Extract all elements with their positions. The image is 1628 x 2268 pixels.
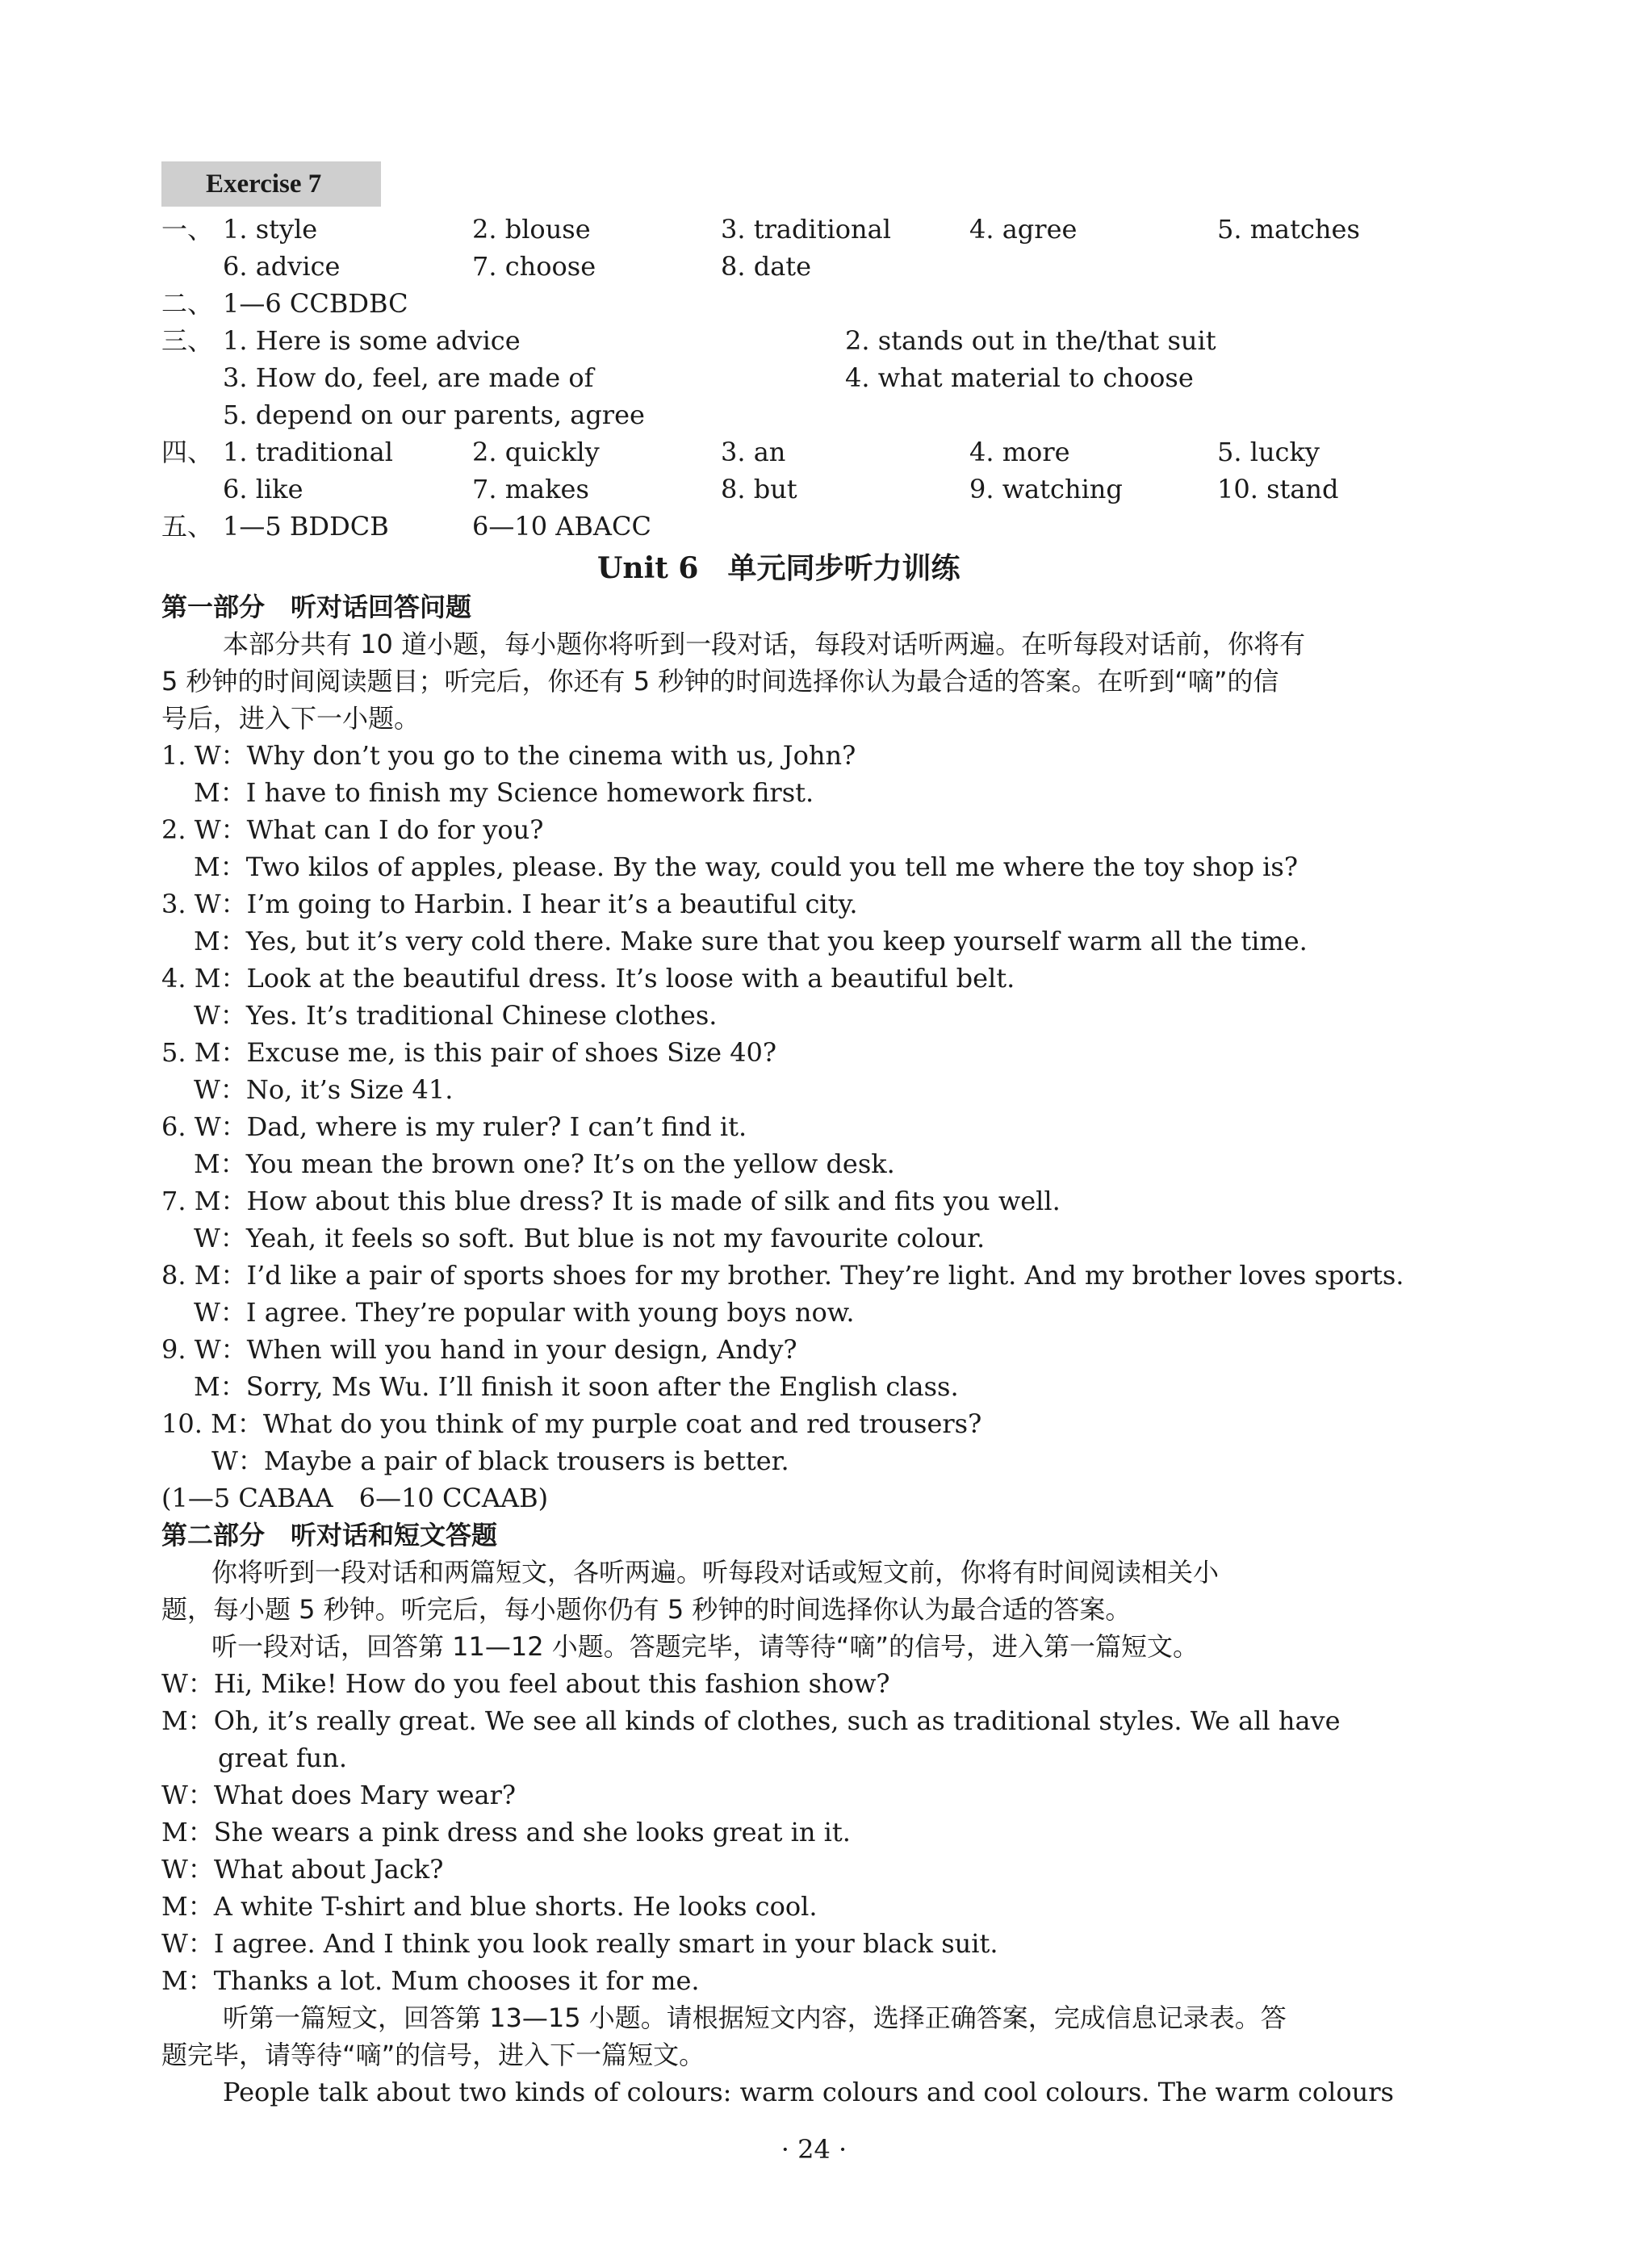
answer-item: 3. How do, feel, are made of xyxy=(223,362,594,393)
conversation-line: W：Hi, Mike! How do you feel about this fashion show? xyxy=(161,1668,890,1699)
dialogue-line: M：Two kilos of apples, please. By the way, could you tell me where the toy shop is? xyxy=(194,852,1298,882)
answer-item: 1—6 CCBDBC xyxy=(223,288,408,319)
answer-item: 3. traditional xyxy=(721,214,891,245)
answer-item: 1. traditional xyxy=(223,437,393,467)
answer-item: 8. date xyxy=(721,251,812,282)
answer-item: 7. makes xyxy=(472,474,589,504)
part2-instruction: 听一段对话，回答第 11—12 小题。答题完毕，请等待“嘀”的信号，进入第一篇短文。 xyxy=(211,1631,1199,1662)
dialogue-line: W：Maybe a pair of black trousers is better. xyxy=(211,1446,789,1476)
conversation-line: W：What about Jack? xyxy=(161,1854,444,1885)
part1-answers: (1—5 CABAA 6—10 CCAAB) xyxy=(161,1483,549,1513)
dialogue-line: W：I agree. They’re popular with young boys now. xyxy=(194,1297,855,1328)
unit-title: Unit 6 单元同步听力训练 xyxy=(597,551,960,585)
dialogue-line: 4. M：Look at the beautiful dress. It’s loose with a beautiful belt. xyxy=(161,963,1015,994)
exercise-title: Exercise 7 xyxy=(206,169,322,199)
answer-item: 1—5 BDDCB xyxy=(223,511,389,542)
part2-intro-line: 题，每小题 5 秒钟。听完后，每小题你仍有 5 秒钟的时间选择你认为最合适的答案。 xyxy=(161,1594,1132,1625)
dialogue-line: 7. M：How about this blue dress? It is made of silk and fits you well. xyxy=(161,1186,1061,1216)
answer-item: 6. like xyxy=(223,474,303,504)
answer-item: 6—10 ABACC xyxy=(472,511,651,542)
dialogue-line: 9. W：When will you hand in your design, Andy? xyxy=(161,1334,797,1365)
answer-item: 2. quickly xyxy=(472,437,600,467)
answer-item: 10. stand xyxy=(1217,474,1339,504)
answer-item: 6. advice xyxy=(223,251,341,282)
dialogue-line: W：Yeah, it feels so soft. But blue is not my favourite colour. xyxy=(194,1223,986,1253)
part2-instruction: 题完毕，请等待“嘀”的信号，进入下一篇短文。 xyxy=(161,2040,705,2070)
dialogue-line: M：You mean the brown one? It’s on the yellow desk. xyxy=(194,1149,895,1179)
dialogue-line: 5. M：Excuse me, is this pair of shoes Size 40? xyxy=(161,1037,777,1068)
section-label-3: 三、 xyxy=(161,325,214,356)
conversation-line: M：Oh, it’s really great. We see all kinds of clothes, such as traditional styles. We all have xyxy=(161,1705,1341,1736)
dialogue-line: 8. M：I’d like a pair of sports shoes for my brother. They’re light. And my brother loves sports. xyxy=(161,1260,1404,1291)
part2-instruction: 听第一篇短文，回答第 13—15 小题。请根据短文内容，选择正确答案，完成信息记录表。答 xyxy=(223,2002,1287,2033)
section-label-1: 一、 xyxy=(161,214,214,245)
answer-item: 1. Here is some advice xyxy=(223,325,521,356)
part1-intro-line: 5 秒钟的时间阅读题目；听完后，你还有 5 秒钟的时间选择你认为最合适的答案。在听到“嘀”的信 xyxy=(161,666,1279,697)
answer-item: 4. agree xyxy=(969,214,1078,245)
part1-intro-line: 号后，进入下一小题。 xyxy=(161,703,421,734)
conversation-line: M：She wears a pink dress and she looks great in it. xyxy=(161,1817,851,1847)
part2-intro-line: 你将听到一段对话和两篇短文，各听两遍。听每段对话或短文前，你将有时间阅读相关小 xyxy=(211,1557,1220,1588)
conversation-line: W：I agree. And I think you look really smart in your black suit. xyxy=(161,1928,998,1959)
section-label-4: 四、 xyxy=(161,437,214,467)
answer-item: 1. style xyxy=(223,214,318,245)
dialogue-line: W：Yes. It’s traditional Chinese clothes. xyxy=(194,1000,718,1031)
conversation-line: M：A white T-shirt and blue shorts. He looks cool. xyxy=(161,1891,818,1922)
answer-item: 5. lucky xyxy=(1217,437,1320,467)
dialogue-line: M：Yes, but it’s very cold there. Make sure that you keep yourself warm all the time. xyxy=(194,926,1308,956)
part1-heading: 第一部分 听对话回答问题 xyxy=(161,592,472,622)
dialogue-line: 6. W：Dad, where is my ruler? I can’t find it. xyxy=(161,1111,747,1142)
section-label-5: 五、 xyxy=(161,511,214,542)
conversation-line: W：What does Mary wear? xyxy=(161,1780,517,1810)
page-number: · 24 · xyxy=(781,2134,847,2165)
answer-item: 4. more xyxy=(969,437,1070,467)
answer-item: 7. choose xyxy=(472,251,596,282)
dialogue-line: W：No, it’s Size 41. xyxy=(194,1074,454,1105)
answer-item: 9. watching xyxy=(969,474,1123,504)
answer-item: 8. but xyxy=(721,474,797,504)
answer-item: 3. an xyxy=(721,437,786,467)
answer-item: 4. what material to choose xyxy=(845,362,1194,393)
conversation-line: great fun. xyxy=(218,1743,348,1773)
dialogue-line: M：I have to finish my Science homework first. xyxy=(194,777,814,808)
dialogue-line: M：Sorry, Ms Wu. I’ll finish it soon after the English class. xyxy=(194,1371,959,1402)
answer-item: 2. blouse xyxy=(472,214,591,245)
passage-text: People talk about two kinds of colours: warm colours and cool colours. The warm colours xyxy=(223,2077,1394,2107)
answer-item: 5. depend on our parents, agree xyxy=(223,400,645,430)
dialogue-line: 10. M：What do you think of my purple coat and red trousers? xyxy=(161,1408,982,1439)
dialogue-line: 2. W：What can I do for you? xyxy=(161,814,544,845)
dialogue-line: 1. W：Why don’t you go to the cinema with us, John? xyxy=(161,740,856,771)
part1-intro-line: 本部分共有 10 道小题，每小题你将听到一段对话，每段对话听两遍。在听每段对话前，你将有 xyxy=(223,629,1306,659)
part2-heading: 第二部分 听对话和短文答题 xyxy=(161,1520,498,1550)
section-label-2: 二、 xyxy=(161,288,214,319)
conversation-line: M：Thanks a lot. Mum chooses it for me. xyxy=(161,1965,700,1996)
dialogue-line: 3. W：I’m going to Harbin. I hear it’s a beautiful city. xyxy=(161,889,858,919)
answer-item: 2. stands out in the/that suit xyxy=(845,325,1216,356)
answer-item: 5. matches xyxy=(1217,214,1360,245)
